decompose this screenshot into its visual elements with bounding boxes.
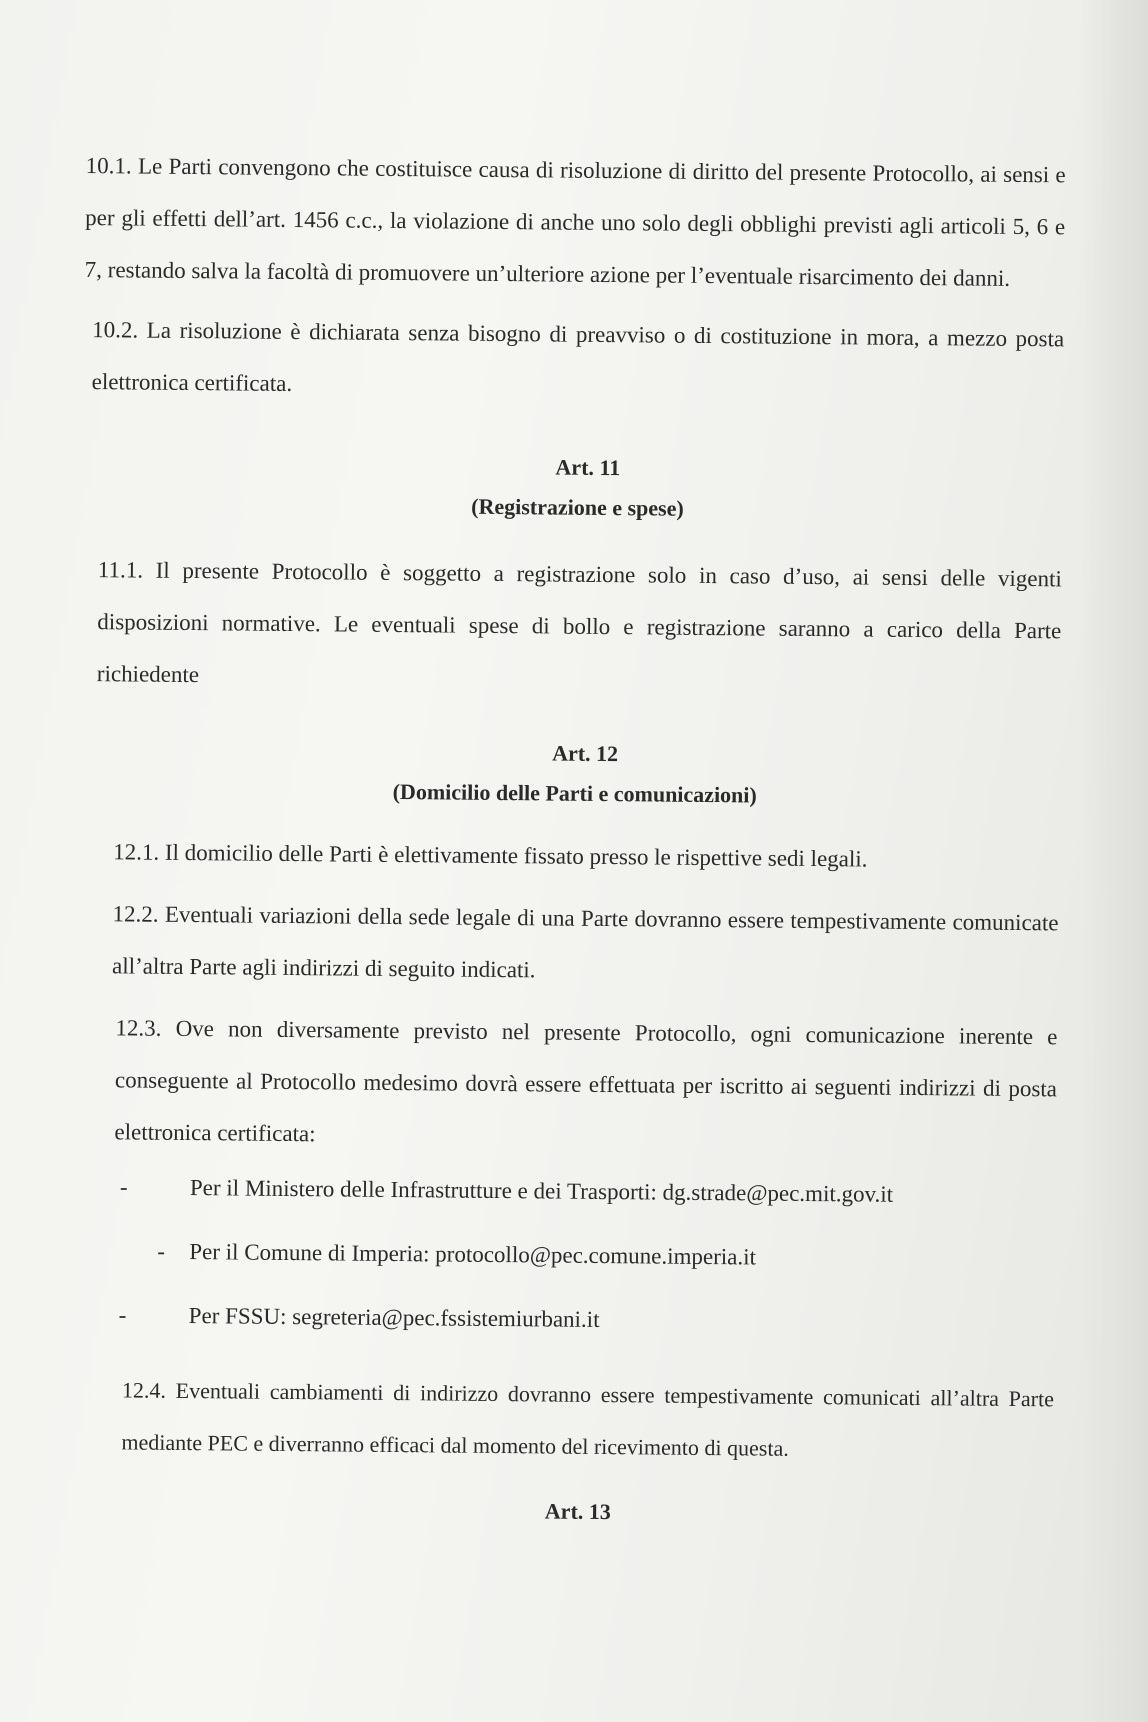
pec-contact-text: Per il Comune di Imperia: protocollo@pec.comune.imperia.it (189, 1239, 757, 1270)
pec-contact-fssu (75, 1300, 1065, 1340)
article-13-heading: Art. 13 (544, 1498, 611, 1525)
pec-contact-list (75, 1172, 1066, 1339)
clause-10-2: 10.2. La risoluzione è dichiarata senza bisogno di preavviso o di costituzione in mora, a mezzo posta elettronica certificata. (91, 317, 1065, 396)
article-11-subtitle: (Registrazione e spese) (471, 493, 684, 521)
list-dash: - (118, 1302, 127, 1328)
document-body (73, 140, 1076, 1531)
clause-12-3: 12.3. Ove non diversamente previsto nel presente Protocollo, ogni comunicazione inerente e conseguente al Protocollo medesimo dovrà essere effettuata per iscritto ai seguenti indirizzi di posta elettronica certificata: (114, 1015, 1058, 1147)
clause-12-2: 12.2. Eventuali variazioni della sede legale di una Parte dovranno essere tempestivamente comunicate all’altra Parte agli indirizzi di seguito indicati. (111, 901, 1059, 983)
clause-12-4: 12.4. Eventuali cambiamenti di indirizzo dovranno essere tempestivamente comunicati all’altra Parte mediante PEC e diverranno efficaci dal momento del ricevimento di questa. (121, 1377, 1055, 1461)
clause-12-1: 12.1. Il domicilio delle Parti è elettivamente fissato presso le rispettive sedi legali. (113, 839, 868, 872)
article-12-subtitle: (Domicilio delle Parti e comunicazioni) (392, 778, 757, 808)
pec-contact-text: Per il Ministero delle Infrastrutture e dei Trasporti: dg.strade@pec.mit.gov.it (189, 1175, 894, 1207)
list-dash: - (157, 1238, 166, 1264)
pec-contact-comune (75, 1236, 1065, 1276)
clause-10-1: 10.1. Le Parti convengono che costituisce causa di risoluzione di diritto del presente Protocollo, ai sensi e per gli effetti dell’art. 1456 c.c., la violazione di anche uno solo degli obblighi previsti agli articoli 5, 6 e 7, restando salva la facoltà di promuovere un’ulteriore azione per l’eventuale risarcimento dei danni. (84, 152, 1066, 291)
list-dash: - (119, 1174, 128, 1200)
clause-11-1: 11.1. Il presente Protocollo è soggetto a registrazione solo in caso d’uso, ai sensi delle vigenti disposizioni normative. Le eventuali spese di bollo e registrazione saranno a carico della Parte richiedente (96, 557, 1062, 688)
article-11-heading: Art. 11 (555, 454, 621, 481)
pec-contact-ministero (76, 1172, 1066, 1212)
article-12-heading: Art. 12 (552, 740, 619, 767)
page-edge-shadow (1080, 0, 1148, 1722)
pec-contact-text: Per FSSU: segreteria@pec.fssistemiurbani.it (188, 1303, 600, 1332)
